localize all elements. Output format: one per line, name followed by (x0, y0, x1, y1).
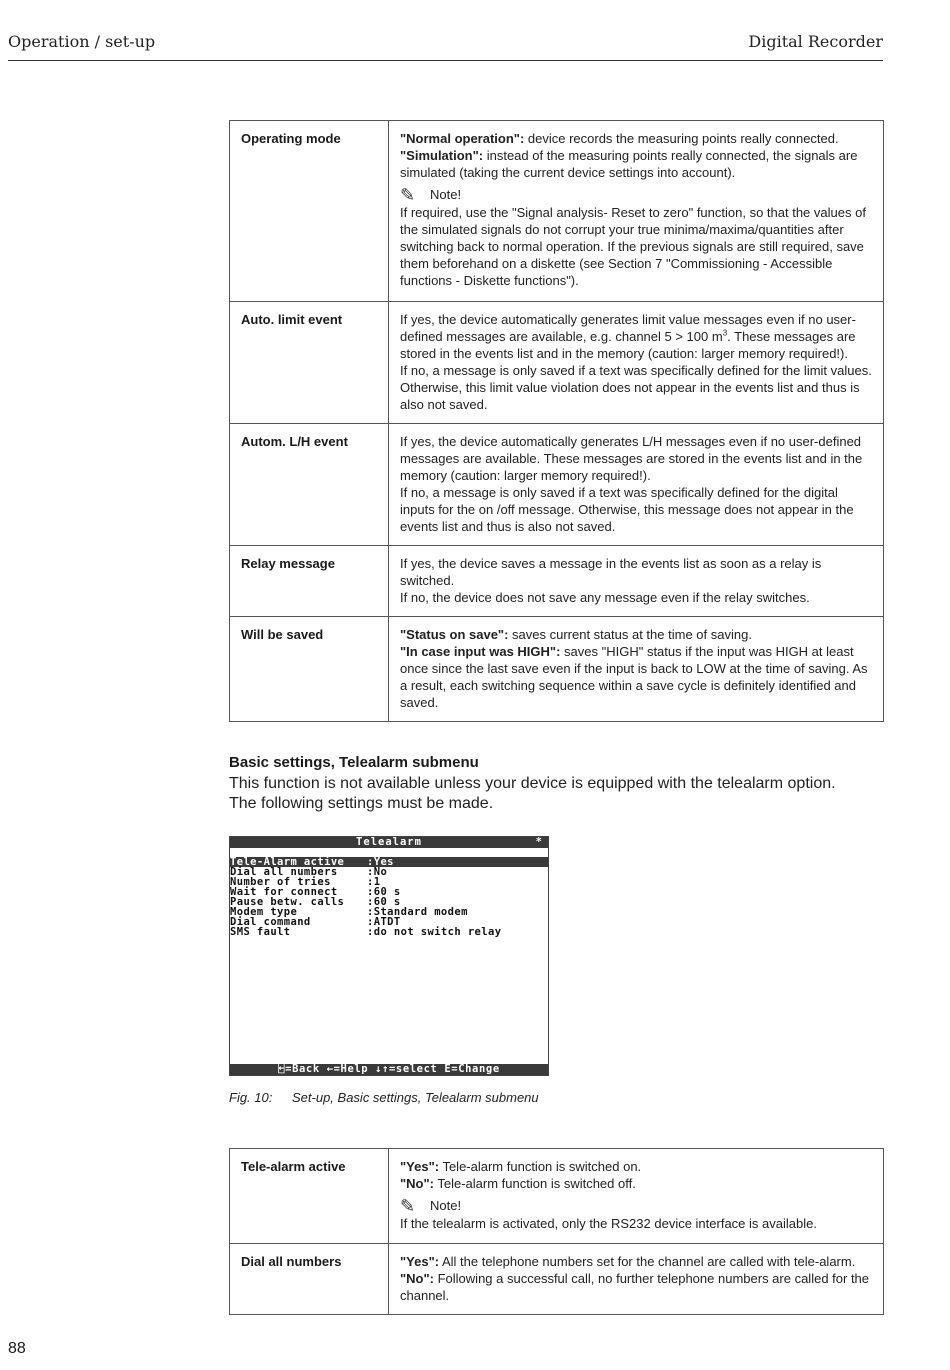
parameter-table-1 (229, 120, 884, 722)
menu-item-dial-command[interactable]: Dial command :ATDT (230, 916, 401, 928)
figure-number: Fig. 10: (229, 1090, 273, 1105)
param-description: If yes, the device automatically generates L/H messages even if no user-defined messages are available. These messages are stored in the events list and in the memory (caution: larger memory required!). If no, a message is only saved if a text was specifically defined for the digital inputs for the on /off message. Otherwise, this message does not appear in the events list and thus is also not saved. (389, 424, 884, 546)
param-description: "Yes": Tele-alarm function is switched on. "No": Tele-alarm function is switched off. ✎ Note! If the telealarm is activated, only the RS232 device interface is available. (389, 1149, 884, 1244)
menu-item-number-of-tries[interactable]: Number of tries :1 (230, 876, 381, 888)
menu-item-sms-fault[interactable]: SMS fault :do not switch relay (230, 926, 502, 938)
pencil-note-icon: ✎ (400, 185, 416, 205)
telealarm-screen (229, 836, 549, 1076)
section-intro: This function is not available unless your device is equipped with the telealarm option. The following settings must be made. (229, 775, 836, 812)
section-heading: Basic settings, Telealarm submenu (229, 754, 479, 771)
param-name: Tele-alarm active (230, 1149, 389, 1244)
param-name: Autom. L/H event (230, 424, 389, 546)
param-name: Dial all numbers (230, 1244, 389, 1315)
star-icon: * (535, 836, 543, 848)
pencil-note-icon: ✎ (400, 1196, 416, 1216)
figure-caption (229, 1090, 539, 1105)
table-row (230, 424, 884, 546)
menu-item-tele-alarm-active[interactable]: Tele-Alarm active :Yes (230, 857, 548, 867)
menu-item-dial-all-numbers[interactable]: Dial all numbers :No (230, 866, 388, 878)
menu-item-wait-for-connect[interactable]: Wait for connect :60 s (230, 886, 401, 898)
table-row (230, 1149, 884, 1244)
header-divider (8, 60, 883, 61)
table-row (230, 546, 884, 617)
param-name: Operating mode (230, 121, 389, 302)
menu-item-modem-type[interactable]: Modem type :Standard modem (230, 906, 468, 918)
param-description: If yes, the device automatically generates limit value messages even if no user-defined messages are available, e.g. channel 5 > 100 $m^3$. These messages are stored in the events list and in the memory (caution: larger memory required!). If no, a message is only saved if a text was specifically defined for the limit values. Otherwise, this limit value violation does not appear in the events list and thus is also not saved. (389, 302, 884, 424)
screen-title: Telealarm (356, 836, 422, 848)
param-description: "Yes": All the telephone numbers set for the channel are called with tele-alarm. "No": Following a successful call, no further telephone numbers are called for the channel. (389, 1244, 884, 1315)
figure-caption-text: Set-up, Basic settings, Telealarm submenu (292, 1090, 539, 1105)
table-row (230, 302, 884, 424)
table-row (230, 1244, 884, 1315)
param-description: "Normal operation": device records the measuring points really connected. "Simulation": instead of the measuring points really connected, the signals are simulated (taking the current device settings into account). ✎ Note! If required, use the "Signal analysis- Reset to zero" function, so that the values of the simulated signals do not corrupt your true minima/maxima/quantities after switching back to normal operation. If the previous signals are still required, save them beforehand on a diskette (see Section 7 "Commissioning - Accessible functions - Diskette functions"). (389, 121, 884, 302)
page-number: 88 (8, 1340, 26, 1357)
note-text: If the telealarm is activated, only the RS232 device interface is available. (400, 1216, 817, 1231)
screen-title-bar (230, 837, 548, 848)
note-label: Note! (430, 187, 462, 202)
note-text: If required, use the "Signal analysis- Reset to zero" function, so that the values of the simulated signals do not corrupt your true minima/maxima/quantities after switching back to normal operation. If the previous signals are still required, save them beforehand on a diskette (see Section 7 "Commissioning - Accessible functions - Diskette functions"). (400, 205, 866, 288)
param-name: Auto. limit event (230, 302, 389, 424)
param-description: "Status on save": saves current status at the time of saving. "In case input was HIGH": saves "HIGH" status if the input was HIGH at least once since the last save even if the input is back to LOW at the time of saving. As a result, each switching sequence within a save cycle is definitely identified and saved. (389, 617, 884, 722)
header-product-title: Digital Recorder (748, 32, 883, 51)
screen-menu (230, 857, 548, 937)
menu-item-pause-between-calls[interactable]: Pause betw. calls :60 s (230, 896, 401, 908)
screen-key-hints: ⍇=Back ←=Help ↓↑=select E=Change (230, 1064, 548, 1075)
table-row (230, 121, 884, 302)
param-name: Will be saved (230, 617, 389, 722)
param-name: Relay message (230, 546, 389, 617)
note-label: Note! (430, 1198, 462, 1213)
parameter-table-2 (229, 1148, 884, 1315)
table-row (230, 617, 884, 722)
param-description: If yes, the device saves a message in the events list as soon as a relay is switched. If no, the device does not save any message even if the relay switches. (389, 546, 884, 617)
header-section-title: Operation / set-up (8, 32, 156, 51)
